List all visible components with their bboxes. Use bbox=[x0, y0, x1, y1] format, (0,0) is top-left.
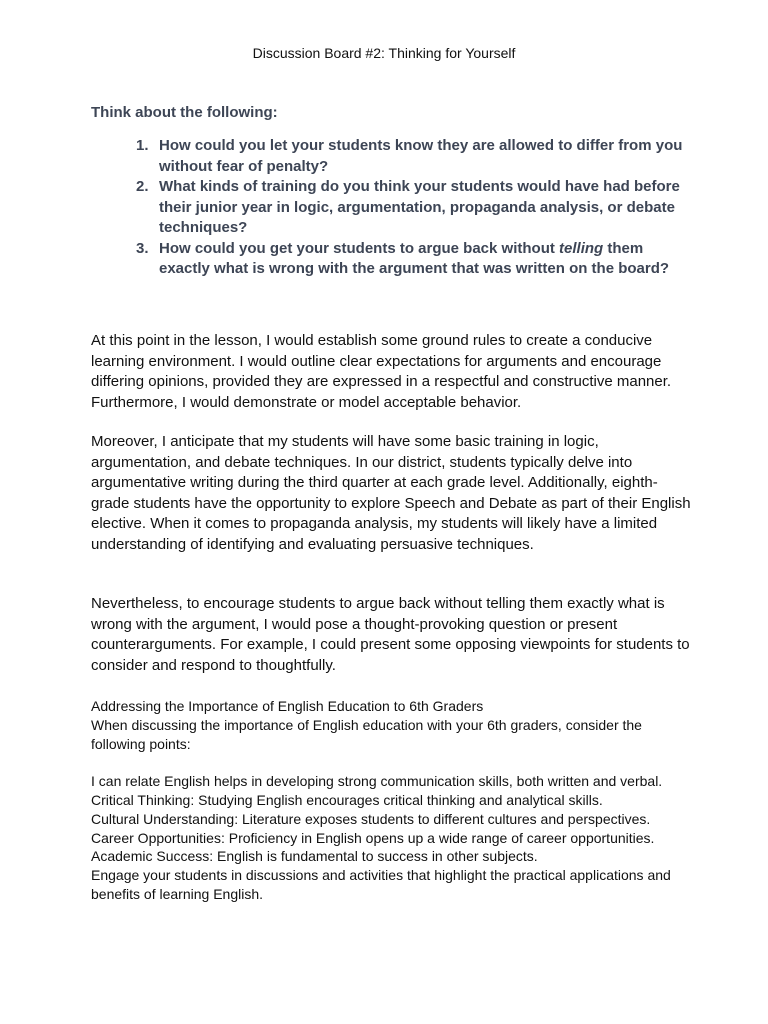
notes-heading: Addressing the Importance of English Education to 6th Graders bbox=[91, 698, 484, 714]
question-emphasis: telling bbox=[559, 239, 604, 257]
notes-intro: When discussing the importance of English education with your 6th graders, consider the following points: bbox=[91, 716, 642, 752]
notes-point: Academic Success: English is fundamental to success in other subjects. bbox=[91, 848, 538, 865]
question-list bbox=[136, 136, 696, 280]
question-number: 2. bbox=[136, 178, 149, 195]
question-number: 1. bbox=[136, 137, 149, 154]
paragraph-argue-back: Nevertheless, to encourage students to argue back without telling them exactly what is wrong with the argument, I would pose a thought-provoking question or present counterarguments. For example, I could present some opposing viewpoints for students to consider and respond to thoughtfully. bbox=[91, 595, 690, 674]
notes-point: Engage your students in discussions and activities that highlight the practical applications and benefits of learning English. bbox=[91, 867, 671, 902]
paragraph-ground-rules: At this point in the lesson, I would establish some ground rules to create a conducive learning environment. I would outline clear expectations for arguments and encourage differing opinions, provided they are expressed in a respectful and constructive manner. Furthermore, I would demonstrate or model acceptable behavior. bbox=[91, 332, 672, 411]
question-text bbox=[159, 240, 669, 278]
notes-spacer bbox=[91, 753, 691, 772]
prompt-heading: Think about the following: bbox=[91, 104, 278, 121]
question-text-start: How could you get your students to argue back without bbox=[159, 239, 560, 257]
notes-point: Critical Thinking: Studying English encourages critical thinking and analytical skills. bbox=[91, 791, 603, 808]
notes-section bbox=[91, 697, 691, 904]
question-text-end: them exactly what is wrong with the argument that was written on the board? bbox=[159, 239, 670, 277]
question-item-3 bbox=[136, 239, 696, 280]
paragraph-training: Moreover, I anticipate that my students will have some basic training in logic, argumentation, and debate techniques. In our district, students typically delve into argumentative writing during the third quarter at each grade level. Additionally, eighth-grade students have the opportunity to explore Speech and Debate as part of their English elective. When it comes to propaganda analysis, my students will likely have a limited understanding of identifying and evaluating persuasive techniques. bbox=[91, 433, 691, 553]
notes-point: I can relate English helps in developing strong communication skills, both written and verbal. bbox=[91, 773, 663, 790]
notes-point: Career Opportunities: Proficiency in English opens up a wide range of career opportunities. bbox=[91, 829, 655, 846]
question-text: What kinds of training do you think your students would have had before their junior year in logic, argumentation, propaganda analysis, or debate techniques? bbox=[159, 178, 680, 236]
notes-point: Cultural Understanding: Literature exposes students to different cultures and perspectives. bbox=[91, 810, 651, 827]
question-item-2 bbox=[136, 177, 696, 239]
page-title: Discussion Board #2: Thinking for Yourself bbox=[252, 45, 516, 61]
question-text: How could you let your students know they are allowed to differ from you without fear of penalty? bbox=[159, 137, 683, 175]
question-number: 3. bbox=[136, 239, 149, 257]
question-item-1 bbox=[136, 136, 696, 177]
